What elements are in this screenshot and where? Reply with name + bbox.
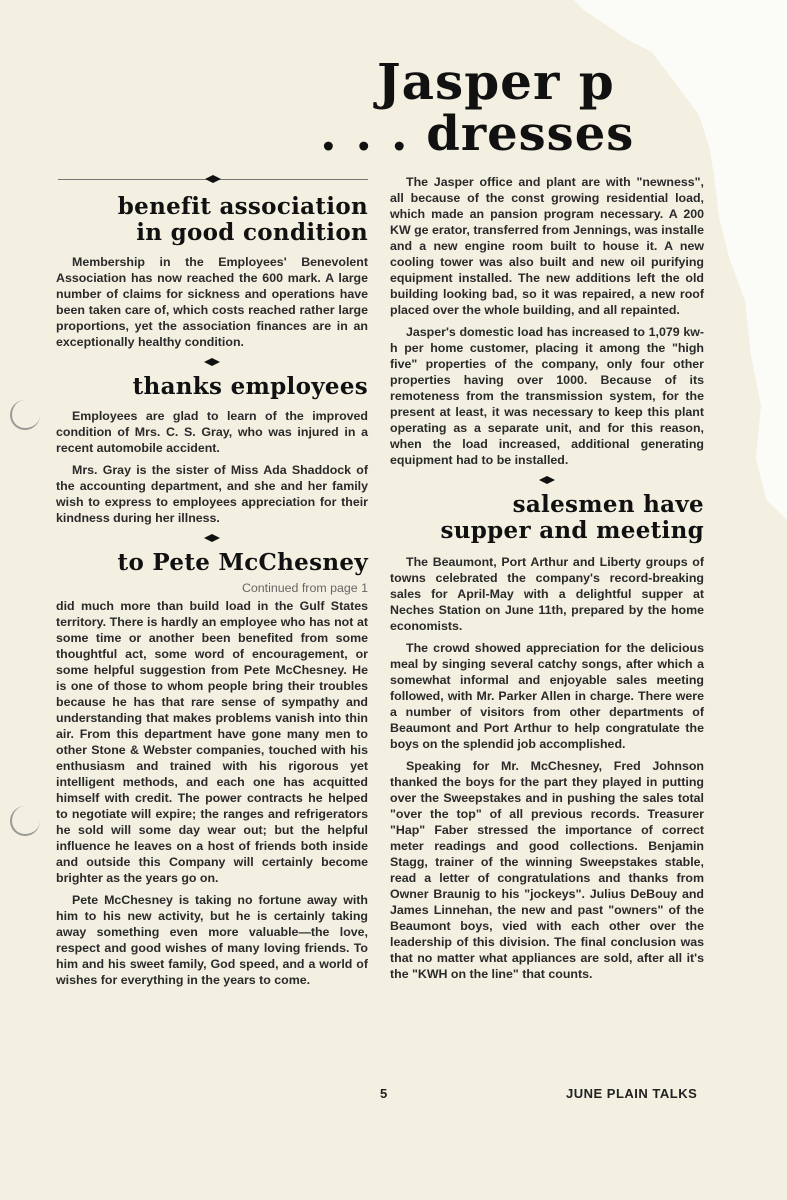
headline-line-1: Jasper p <box>377 52 615 111</box>
paragraph: Pete McChesney is taking no fortune away with him to his new activity, but he is certainly taking away something even more valuable—the love, respect and good wishes of many loving friends. To him and his sweet family, God speed, and a world of wishes for everything in the years to come. <box>56 893 368 987</box>
heading-benefit-2: in good condition <box>136 219 368 246</box>
divider <box>58 179 368 180</box>
headline-line-2: . . . dresses <box>320 106 635 162</box>
heading-thanks: thanks employees <box>132 373 368 400</box>
punch-hole <box>10 400 40 430</box>
paragraph: The Jasper office and plant are with "newness", all because of the const growing residential load, which made an pansion program necessary. A 200 KW ge erator, transferred from Jennings, was installe and a new engine room built to house it. A new cooling tower was also built and new oil purifying equipment installed. The new additions left the old building looking bad, so it was repaired, a new roof placed over the whole building, and all repainted. <box>390 175 704 317</box>
heading-salesmen-1: salesmen have <box>512 491 704 518</box>
diamond-ornament <box>204 358 220 366</box>
heading-pete: to Pete McChesney <box>117 549 368 576</box>
paragraph: Employees are glad to learn of the improved condition of Mrs. C. S. Gray, who was injured in a recent automobile accident. <box>56 409 368 455</box>
punch-hole <box>10 806 40 836</box>
heading-salesmen-2: supper and meeting <box>440 517 704 544</box>
paragraph: Membership in the Employees' Benevolent Association has now reached the 600 mark. A large number of claims for sickness and operations have been taken care of, which costs reached rather large proportions, yet the association finances are in an exceptionally healthy condition. <box>56 255 368 349</box>
paragraph: The crowd showed appreciation for the delicious meal by singing several catchy songs, after which a somewhat informal and enjoyable sales meeting followed, with Mr. Parker Allen in charge. There were a number of visitors from other departments of Beaumont and Port Arthur to help congratulate the boys on the splendid job accomplished. <box>390 641 704 751</box>
page-number: 5 <box>380 1086 388 1101</box>
paragraph: The Beaumont, Port Arthur and Liberty groups of towns celebrated the company's record-breaking sales for April-May with a delightful supper at Neches Station on June 11th, prepared by the home economists. <box>390 555 704 633</box>
paragraph: Mrs. Gray is the sister of Miss Ada Shaddock of the accounting department, and she and her family wish to express to employees appreciation for their kindness during her illness. <box>56 463 368 525</box>
diamond-ornament <box>539 476 555 484</box>
paragraph: did much more than build load in the Gulf States territory. There is hardly an employee who has not at some time or another been benefited from some thoughtful act, some word of encouragement, or some helpful suggestion from Pete McChesney. He is one of those to whom people bring their troubles because he has that rare sense of sympathy and understanding that makes problems vanish into thin air. From this department have gone many men to other Stone & Webster companies, touched with his enthusiasm and trained with his rigorous yet intelligent methods, and each one has acquitted himself with credit. The power contracts he helped to negotiate will expire; the ranges and refrigerators he sold will some day wear out; but the helpful influence he leaves on a host of friends both inside and outside this Company will certainly become brighter as the years go on. <box>56 599 368 885</box>
paragraph: Speaking for Mr. McChesney, Fred Johnson thanked the boys for the part they played in putting over the Sweepstakes and in pushing the sales total "over the top" of all previous records. Treasurer "Hap" Faber stressed the importance of correct meter readings and good collections. Benjamin Stagg, trainer of the winning Sweepstakes stable, read a letter of congratulations and thanks from Owner Braunig to his "jockeys". Julius DeBouy and James Linnehan, the new and past "owners" of the Beaumont boys, vied with each other over the leadership of this division. The final conclusion was that no matter what appliances are sold, after all it's the "KWH on the line" that counts. <box>390 759 704 981</box>
continued-note: Continued from page 1 <box>241 581 368 595</box>
publication-name: JUNE PLAIN TALKS <box>566 1086 698 1101</box>
diamond-ornament <box>205 175 221 183</box>
heading-benefit-1: benefit association <box>117 193 368 220</box>
diamond-ornament <box>204 534 220 542</box>
right-column <box>390 174 704 988</box>
paragraph: Jasper's domestic load has increased to 1,079 kw-h per home customer, placing it among the "high five" properties of the company, only four other properties having over 1000. Because of its remoteness from the transmission system, for the present at least, it was necessary to keep this plant operating as a separate unit, and for this reason, when the load increased, additional generating equipment had to be installed. <box>390 325 704 467</box>
left-column <box>56 194 368 994</box>
